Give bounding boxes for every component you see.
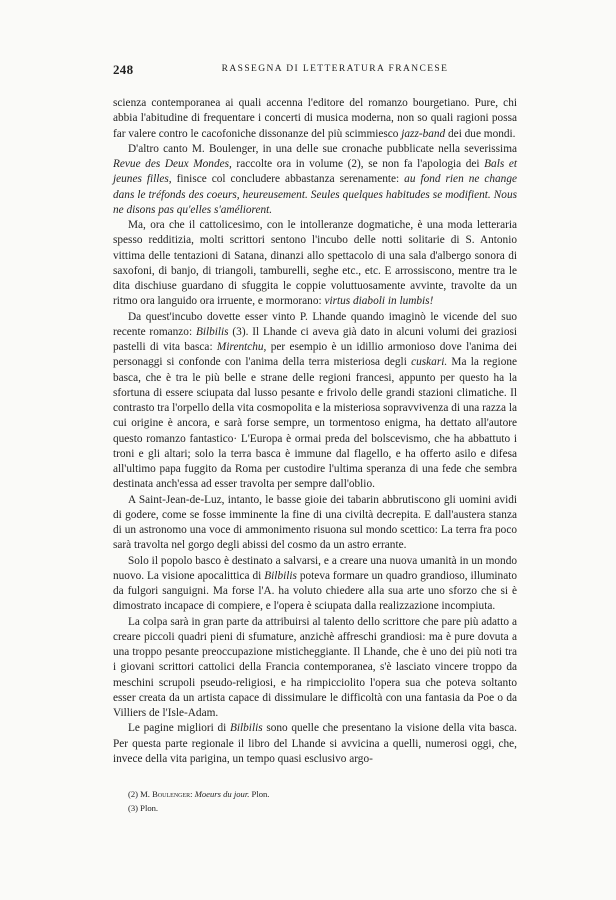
text-run: D'altro canto M. Boulenger, in una delle sue cronache pubblicate nella severissima bbox=[128, 142, 517, 155]
italic-text: Moeurs du jour. bbox=[194, 789, 250, 799]
text-run: poteva formare un quadro grandioso, illuminato da fulgori sanguigni. Ma forse l'A. ha voluto chiedere alla sua arte uno sforzo che si è dimostrato incapace di compiere, e l'opera è sciupata dalla realizzazione incompiuta. bbox=[113, 569, 517, 613]
text-run: dei due mondi. bbox=[445, 127, 516, 140]
text-run: La colpa sarà in gran parte da attribuirsi al talento dello scrittore che pare più adatto a creare piccoli quadri pieni di sfumature, anzichè affreschi grandiosi: ma è pure dovuta a una troppo pesante preoccupazione misticheggiante. Il Lhande, che è uno dei più noti tra i giovani scrittori cattolici della Francia contemporanea, s'è lasciato vincere troppo da meschini scrupoli pseudo-religiosi, e ha rimpicciolito l'opera sua che poteva soltanto esser creata da un artista capace di dissimulare le difficoltà con una fantasia da Poe o da Villiers de l'Isle-Adam. bbox=[113, 615, 517, 719]
footnotes bbox=[113, 787, 517, 815]
italic-text: Revue des Deux Mondes, bbox=[113, 158, 232, 170]
text-run: Plon. bbox=[249, 789, 270, 799]
italic-text: cuskari. bbox=[411, 356, 448, 369]
text-run: finisce col concludere abbastanza serenamente: bbox=[171, 173, 405, 186]
text-run: (3) Plon. bbox=[128, 803, 159, 813]
text-run: : bbox=[190, 789, 195, 799]
body-text bbox=[113, 96, 517, 767]
paragraph bbox=[113, 218, 517, 310]
italic-text: Bals et jeunes filles, bbox=[113, 158, 517, 186]
text-run: (2) M. bbox=[128, 789, 153, 799]
italic-text: Mirentchu, bbox=[216, 341, 267, 353]
paragraph bbox=[113, 142, 517, 218]
italic-text: Bilbilis bbox=[264, 569, 297, 582]
footnote bbox=[113, 801, 517, 815]
paragraph bbox=[113, 310, 517, 493]
italic-text: Bilbilis bbox=[229, 722, 263, 735]
text-run: (3). Il Lhande ci aveva già dato in alcuni volumi dei graziosi pastelli di vita basca: bbox=[113, 325, 517, 353]
paragraph bbox=[113, 554, 517, 615]
text-run: scienza contemporanea ai quali accenna l'editore del romanzo bourgetiano. Pure, chi abbia l'abitudine di frequentare i concerti di musica moderna, non so quali ragioni possa far valere contro le cacofoniche dissonanze del più scimmiesco bbox=[113, 97, 517, 140]
text-run: Ma la regione basca, che è tra le più belle e strane delle regioni francesi, appunto per questo ha la sfortuna di essere sciupata dal lusso pesante e frivolo delle grandi stazioni climatiche. Il contrasto tra l'orpello della vita cosmopolita e la misteriosa sopravvivenza di una razza la cui origine è ancora, e sarà forse sempre, un tormentoso enigma, ha dettato all'autore questo romanzo fantastico· L'Europa è ormai preda del bolscevismo, che ha abbattuto i troni e gli altari; solo la terra basca è immune dal flagello, e ha offerto asilo e difesa all'ultimo papa fuggito da Roma per custodire l'ultima speranza di una fede che sembra destinata anch'essa ad esser travolta per sempre dall'oblio. bbox=[113, 356, 518, 491]
text-run: Solo il popolo basco è destinato a salvarsi, e a creare una nuova umanità in un mondo nuovo. La visione apocalittica di bbox=[113, 554, 517, 582]
running-title: RASSEGNA DI LETTERATURA FRANCESE bbox=[221, 64, 449, 74]
italic-text: Bilbilis bbox=[195, 325, 229, 338]
text-run: Le pagine migliori di bbox=[128, 722, 230, 735]
italic-text: au fond rien ne change dans le tréfonds des coeurs, heureusement. Seules quelques habitudes se modifient. Nous ne disons pas qu'elles s'améliorent. bbox=[113, 173, 517, 216]
footnote bbox=[113, 787, 517, 801]
paragraph bbox=[113, 493, 517, 554]
text-run: per esempio è un idillio armonioso dove l'anima dei personaggi si confonde con l'anima della terra misteriosa degli bbox=[113, 341, 517, 369]
page-number: 248 bbox=[113, 62, 134, 77]
text-run: Da quest'incubo dovette esser vinto P. Lhande quando imaginò le vicende del suo recente romanzo: bbox=[113, 310, 517, 338]
text-run: Boulenger bbox=[152, 789, 191, 799]
paragraph bbox=[113, 721, 517, 767]
paragraph bbox=[113, 96, 517, 142]
paragraph bbox=[113, 615, 517, 722]
text-run: sono quelle che presentano la visione della vita basca. Per questa parte regionale il libro del Lhande si avvicina a quelli, numerosi oggi, che, invece della vita parigina, un tempo quasi esclusivo argo- bbox=[113, 722, 517, 765]
italic-text: jazz-band bbox=[401, 127, 446, 140]
text-run: Ma, ora che il cattolicesimo, con le intolleranze dogmatiche, è una moda letteraria spesso redditizia, molti scrittori sentono l'incubo delle notti solitarie di S. Antonio vittima delle tentazioni di Satana, dinanzi allo spettacolo di una sala d'albergo sonora di saxofoni, di banjo, di triangoli, tamburelli, seghe etc., etc. E arrossiscono, mentre tra le dita dischiuse guardano di sfuggita le coppie voluttuosamente avvinte, travolte da un ritmo ora languido ora irruente, e mormorano: bbox=[113, 219, 517, 308]
page-header bbox=[113, 62, 517, 78]
text-run: A Saint-Jean-de-Luz, intanto, le basse gioie dei tabarin abbrutiscono gli uomini avidi di godere, come se fosse imminente la fine di una civiltà decrepita. E dall'austera stanza di un astronomo una voce di ammonimento risuona sul mondo scettico: La terra fra poco sarà travolta nel gorgo degli abissi del cosmo da un astro errante. bbox=[113, 493, 517, 552]
italic-text: virtus diaboli in lumbis! bbox=[324, 295, 434, 308]
text-run: raccolte ora in volume (2), se non fa l'apologia dei bbox=[231, 158, 485, 170]
